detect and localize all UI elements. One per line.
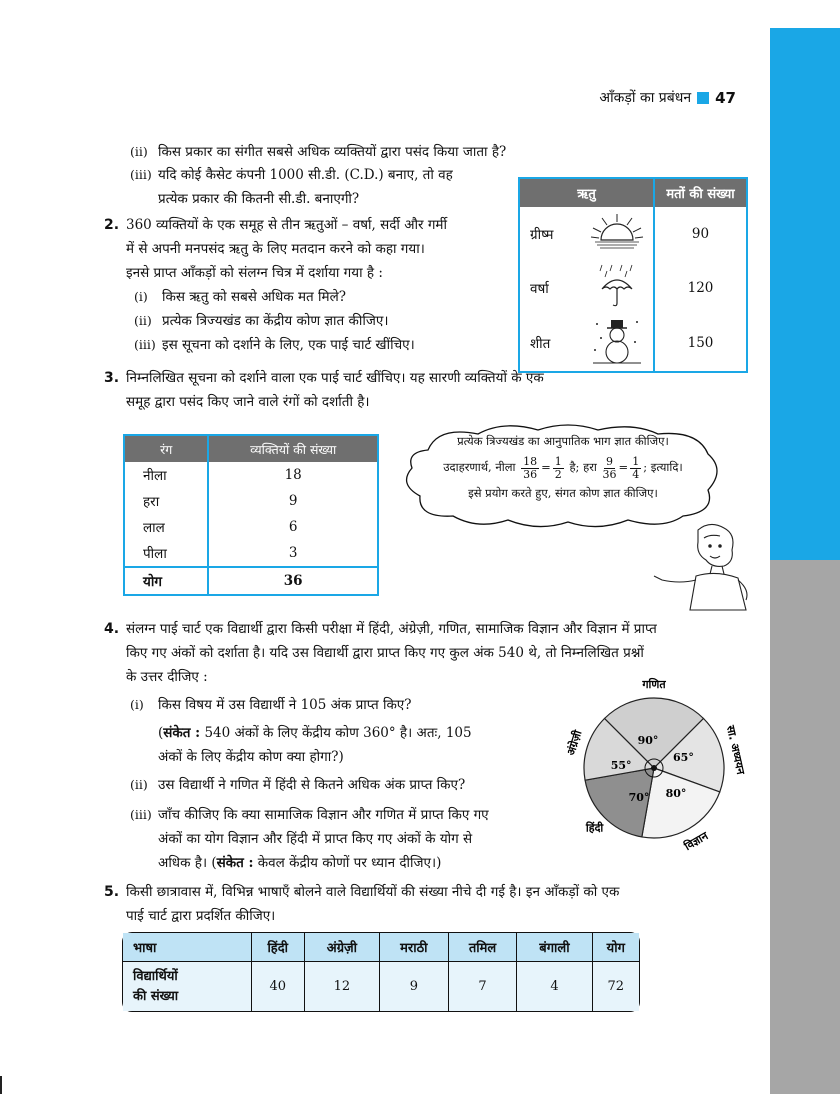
table-header-cell: बंगाली <box>517 933 592 962</box>
question-number: 2. <box>104 217 120 233</box>
page-number: 47 <box>715 88 736 107</box>
fraction <box>553 456 564 481</box>
table-row <box>124 540 378 567</box>
question-text: इनसे प्राप्त आँकड़ों को संलग्न चित्र में दर्शाया गया है : <box>126 265 383 281</box>
table-cell: 12 <box>304 962 379 1012</box>
question-text: इस सूचना को दर्शाने के लिए, एक पाई चार्ट खींचिए। <box>162 337 415 353</box>
season-name: वर्षा <box>530 281 549 297</box>
table-header-cell: तमिल <box>448 933 517 962</box>
hint-label: संकेत : <box>163 725 201 741</box>
row-label-line: विद्यार्थियों <box>133 968 178 984</box>
table-header-season: ऋतु <box>519 178 654 207</box>
question-text: किए गए अंकों को दर्शाता है। यदि उस विद्यार्थी द्वारा प्राप्त किए गए कुल अंक 540 थे, तो निम्नलिखित प्रश्नों <box>126 645 644 661</box>
numerator: 18 <box>523 454 538 468</box>
table-header-cell: योग <box>592 933 639 962</box>
table-row <box>124 514 378 540</box>
equals-sign: = <box>541 460 551 474</box>
question-text: यदि कोई कैसेट कंपनी 1000 सी.डी. (C.D.) बनाए, तो वह <box>158 167 453 183</box>
table-header-votes: मतों की संख्या <box>654 178 747 207</box>
total-value: 36 <box>208 567 378 595</box>
q2-item-iii <box>134 333 509 357</box>
question-number: 5. <box>104 884 120 900</box>
fraction <box>603 456 617 481</box>
q4-part-ii <box>130 773 570 797</box>
side-gray-bar <box>770 560 840 1094</box>
question-text: केवल केंद्रीय कोणों पर ध्यान दीजिए।) <box>257 855 442 871</box>
color-preference-table <box>123 434 379 596</box>
question-text: 360 व्यक्तियों के एक समूह से तीन ऋतुओं – वर्षा, सर्दी और गर्मी <box>126 217 447 233</box>
denominator: 2 <box>554 467 562 481</box>
table-header-cell: मराठी <box>380 933 449 962</box>
roman-numeral: (iii) <box>134 337 156 352</box>
numerator: 9 <box>606 454 614 468</box>
angle-label: 55° <box>610 758 632 772</box>
row-label <box>123 962 251 1012</box>
question-text: संलग्न पाई चार्ट एक विद्यार्थी द्वारा किसी परीक्षा में हिंदी, अंग्रेज़ी, गणित, सामाजिक विज्ञान और विज्ञान में प्राप्त <box>126 621 657 637</box>
angle-label: 90° <box>637 734 659 747</box>
question-text: प्रत्येक प्रकार की कितनी सी.डी. बनाएगी? <box>158 191 360 207</box>
table-header-row <box>123 933 639 962</box>
table-row <box>124 462 378 488</box>
subject-label: गणित <box>642 678 666 691</box>
question-number: 3. <box>104 370 120 386</box>
question-text: पाई चार्ट द्वारा प्रदर्शित कीजिए। <box>126 908 276 924</box>
thought-cloud-text <box>408 430 718 504</box>
page-header <box>599 88 736 107</box>
cloud-line-example <box>408 452 718 482</box>
question-text: समूह द्वारा पसंद किए जाने वाले रंगों को दर्शाती है। <box>126 394 370 410</box>
girl-illustration-icon <box>650 520 758 612</box>
fraction <box>521 456 539 481</box>
row-label-line: की संख्या <box>133 988 179 1004</box>
question-text: निम्नलिखित सूचना को दर्शाने वाला एक पाई चार्ट खींचिए। यह सारणी व्यक्तियों के एक <box>126 370 544 386</box>
color-count: 9 <box>208 488 378 514</box>
table-cell: 9 <box>380 962 449 1012</box>
question-text: अधिक है। ( <box>158 855 217 871</box>
color-name: पीला <box>143 546 167 562</box>
question-text: प्रत्येक त्रिज्यखंड का केंद्रीय कोण ज्ञात कीजिए। <box>162 313 389 329</box>
question-text: जाँच कीजिए कि क्या सामाजिक विज्ञान और गणित में प्राप्त किए गए <box>158 807 489 823</box>
subject-label: हिंदी <box>585 821 604 835</box>
table-total-row <box>124 567 378 595</box>
vote-count: 90 <box>654 207 747 261</box>
sun-icon <box>581 207 654 261</box>
table-row <box>124 488 378 514</box>
question-text: किस ऋतु को सबसे अधिक मत मिले? <box>162 289 346 305</box>
q4-part-i <box>130 693 570 717</box>
color-name: लाल <box>143 520 165 536</box>
table-header-count: व्यक्तियों की संख्या <box>208 435 378 462</box>
table-row <box>519 207 747 261</box>
subject-label: विज्ञान <box>682 829 711 854</box>
angle-label: 80° <box>665 786 687 800</box>
denominator: 36 <box>602 467 617 481</box>
question-text: किस प्रकार का संगीत सबसे अधिक व्यक्तियों द्वारा पसंद किया जाता है? <box>158 144 507 160</box>
equals-sign: = <box>618 460 629 474</box>
q2-item-i <box>134 285 509 309</box>
question-text: किस विषय में उस विद्यार्थी ने 105 अंक प्राप्त किए? <box>158 697 412 713</box>
table-row <box>519 315 747 372</box>
roman-numeral: (iii) <box>130 167 152 182</box>
color-count: 6 <box>208 514 378 540</box>
table-cell: 72 <box>592 962 639 1012</box>
subject-label: अंग्रेज़ी <box>564 728 585 758</box>
question-3 <box>104 366 664 414</box>
cloud-text: उदाहरणार्थ, नीला <box>443 460 516 474</box>
hint-text: अंकों के लिए केंद्रीय कोण क्या होगा?) <box>158 749 344 765</box>
margin-tick <box>0 1076 2 1094</box>
numerator: 1 <box>554 454 562 468</box>
q2-item-ii <box>134 309 509 333</box>
table-header-cell: हिंदी <box>251 933 304 962</box>
q1-item-iii <box>130 163 520 211</box>
denominator: 36 <box>523 467 538 481</box>
angle-label: 70° <box>628 790 650 804</box>
color-count: 3 <box>208 540 378 567</box>
q1-item-ii <box>130 140 730 164</box>
side-accent-bar <box>770 28 840 560</box>
color-name: हरा <box>143 494 160 510</box>
q4-hint: (संकेत : 540 अंकों के लिए केंद्रीय कोण 360° है। अतः, 105 अंकों के लिए केंद्रीय कोण क्या होगा?) <box>158 721 558 769</box>
header-square-icon <box>697 92 709 104</box>
question-text: में से अपनी मनपसंद ऋतु के लिए मतदान करने को कहा गया। <box>126 241 425 257</box>
question-number: 4. <box>104 621 120 637</box>
cloud-line: इसे प्रयोग करते हुए, संगत कोण ज्ञात कीजिए। <box>468 486 658 500</box>
cloud-text: ; इत्यादि। <box>643 460 683 474</box>
vote-count: 150 <box>654 315 747 372</box>
roman-numeral: (i) <box>130 697 144 712</box>
angle-label: 65° <box>673 750 694 764</box>
roman-numeral: (ii) <box>134 313 152 328</box>
roman-numeral: (i) <box>134 289 148 304</box>
season-name: ग्रीष्म <box>530 227 554 243</box>
subject-marks-pie-chart <box>564 678 768 856</box>
denominator: 4 <box>632 467 640 481</box>
question-5 <box>104 880 754 928</box>
season-name: शीत <box>530 336 551 352</box>
table-cell: 4 <box>517 962 592 1012</box>
roman-numeral: (ii) <box>130 144 148 159</box>
language-students-table <box>122 932 640 1012</box>
subject-label: सा. अध्ययन <box>723 724 748 776</box>
table-header-cell: अंग्रेज़ी <box>304 933 379 962</box>
table-cell: 40 <box>251 962 304 1012</box>
q4-part-iii <box>130 803 570 875</box>
question-text: के उत्तर दीजिए : <box>126 669 208 685</box>
roman-numeral: (ii) <box>130 777 148 792</box>
cloud-text: है; हरा <box>569 460 597 474</box>
roman-numeral: (iii) <box>130 807 152 822</box>
umbrella-rain-icon <box>581 261 654 315</box>
question-text: उस विद्यार्थी ने गणित में हिंदी से कितने अधिक अंक प्राप्त किए? <box>158 777 466 793</box>
color-count: 18 <box>208 462 378 488</box>
snowman-icon <box>581 315 654 372</box>
chapter-title: आँकड़ों का प्रबंधन <box>599 90 692 106</box>
question-text: किसी छात्रावास में, विभिन्न भाषाएँ बोलने वाले विद्यार्थियों की संख्या नीचे दी गई है। इन आँकड़ों को एक <box>126 884 620 900</box>
season-votes-table <box>518 177 748 373</box>
question-text: अंकों का योग विज्ञान और हिंदी में प्राप्त किए गए अंकों के योग से <box>158 831 473 847</box>
question-2 <box>104 213 509 357</box>
table-header-color: रंग <box>124 435 208 462</box>
cloud-line: प्रत्येक त्रिज्यखंड का आनुपातिक भाग ज्ञात कीजिए। <box>457 434 669 448</box>
total-label: योग <box>124 567 208 595</box>
hint-text: 540 अंकों के लिए केंद्रीय कोण 360° है। अतः, 105 <box>204 725 472 741</box>
color-name: नीला <box>143 468 167 484</box>
table-cell: 7 <box>448 962 517 1012</box>
vote-count: 120 <box>654 261 747 315</box>
pie-center-dot <box>651 765 657 771</box>
table-header-cell: भाषा <box>123 933 251 962</box>
hint-label: संकेत : <box>216 855 254 871</box>
numerator: 1 <box>632 454 640 468</box>
fraction <box>630 456 641 481</box>
table-row <box>123 962 639 1012</box>
table-row <box>519 261 747 315</box>
